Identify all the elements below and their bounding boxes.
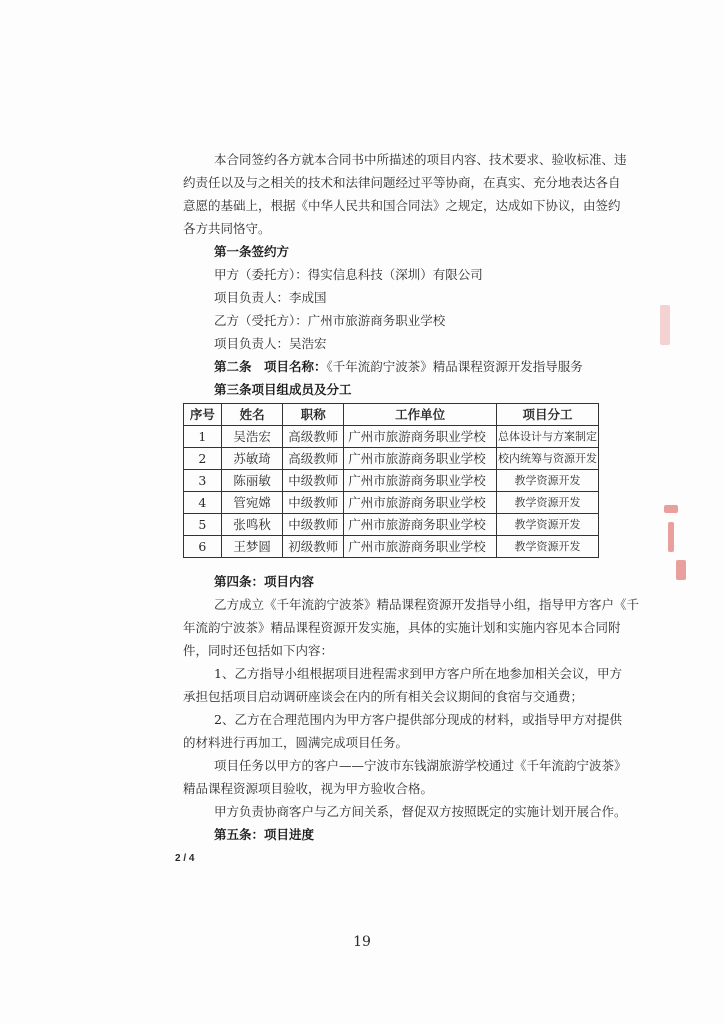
text-line: 1、乙方指导小组根据项目进程需求到甲方客户所在地参加相关会议，甲方 xyxy=(214,666,622,681)
party-b: 乙方（受托方）：广州市旅游商务职业学校 xyxy=(214,313,446,328)
row-index: 5 xyxy=(184,514,222,536)
text-line: 的材料进行再加工，圆满完成项目任务。 xyxy=(183,735,409,750)
team-table xyxy=(183,403,599,558)
project-role: 校内统筹与资源开发 xyxy=(497,448,599,470)
table-row xyxy=(184,426,599,448)
row-index: 3 xyxy=(184,470,222,492)
article3-title: 第三条项目组成员及分工 xyxy=(214,382,352,397)
text-line: 意愿的基础上，根据《中华人民共和国合同法》之规定，达成如下协议，由签约 xyxy=(183,198,621,213)
work-unit: 广州市旅游商务职业学校 xyxy=(344,514,497,536)
table-row xyxy=(184,536,599,558)
row-index: 6 xyxy=(184,536,222,558)
party-b-lead: 项目负责人：吴浩宏 xyxy=(214,336,327,351)
table-row xyxy=(184,514,599,536)
row-index: 1 xyxy=(184,426,222,448)
row-index: 4 xyxy=(184,492,222,514)
seal-mark xyxy=(660,305,670,345)
member-title: 中级教师 xyxy=(283,514,344,536)
work-unit: 广州市旅游商务职业学校 xyxy=(344,492,497,514)
row-index: 2 xyxy=(184,448,222,470)
header-cell: 职称 xyxy=(283,404,344,426)
seal-mark xyxy=(676,560,686,580)
text-line: 本合同签约各方就本合同书中所描述的项目内容、技术要求、验收标准、违 xyxy=(214,152,627,167)
text-line: 项目任务以甲方的客户——宁波市东钱湖旅游学校通过《千年流韵宁波茶》 xyxy=(214,758,627,773)
project-role: 教学资源开发 xyxy=(497,536,599,558)
article1-title: 第一条签约方 xyxy=(214,244,290,259)
article4-title: 第四条：项目内容 xyxy=(214,574,315,589)
member-title: 高级教师 xyxy=(283,448,344,470)
article2-value: 《千年流韵宁波茶》精品课程资源开发指导服务 xyxy=(326,359,583,374)
header-cell: 项目分工 xyxy=(497,404,599,426)
text-line: 2、乙方在合理范围内为甲方客户提供部分现成的材料，或指导甲方对提供 xyxy=(214,712,622,727)
text-line: 精品课程资源项目验收，视为甲方验收合格。 xyxy=(183,781,434,796)
article4 xyxy=(183,570,640,846)
header-cell: 序号 xyxy=(184,404,222,426)
party-a: 甲方（委托方）：得实信息科技（深圳）有限公司 xyxy=(214,267,483,282)
page-number: 19 xyxy=(353,934,371,950)
member-name: 王梦圆 xyxy=(221,536,283,558)
member-name: 陈丽敏 xyxy=(221,470,283,492)
member-title: 中级教师 xyxy=(283,492,344,514)
text-line: 件，同时还包括如下内容： xyxy=(183,643,334,658)
member-name: 管宛嫦 xyxy=(221,492,283,514)
member-title: 初级教师 xyxy=(283,536,344,558)
work-unit: 广州市旅游商务职业学校 xyxy=(344,448,497,470)
member-name: 吴浩宏 xyxy=(221,426,283,448)
project-role: 教学资源开发 xyxy=(497,470,599,492)
header-cell: 工作单位 xyxy=(344,404,497,426)
work-unit: 广州市旅游商务职业学校 xyxy=(344,470,497,492)
text-line: 各方共同恪守。 xyxy=(183,221,271,236)
text-line: 甲方负责协商客户与乙方间关系，督促双方按照既定的实施计划开展合作。 xyxy=(214,804,627,819)
table-row xyxy=(184,492,599,514)
work-unit: 广州市旅游商务职业学校 xyxy=(344,536,497,558)
member-name: 张鸣秋 xyxy=(221,514,283,536)
article2-label: 第二条 项目名称： xyxy=(214,359,327,374)
project-role: 总体设计与方案制定 xyxy=(497,426,599,448)
member-title: 高级教师 xyxy=(283,426,344,448)
table-header-row xyxy=(184,404,599,426)
seal-mark xyxy=(664,505,678,513)
party-a-lead: 项目负责人：李成国 xyxy=(214,290,327,305)
project-role: 教学资源开发 xyxy=(497,492,599,514)
project-role: 教学资源开发 xyxy=(497,514,599,536)
page-indicator: 2 / 4 xyxy=(175,853,195,864)
article5-title: 第五条：项目进度 xyxy=(214,827,315,842)
seal-mark xyxy=(668,522,674,552)
text-line: 承担包括项目启动调研座谈会在内的所有相关会议期间的食宿与交通费； xyxy=(183,689,584,704)
table-row xyxy=(184,470,599,492)
table-row xyxy=(184,448,599,470)
article2 xyxy=(183,355,603,378)
text-line: 年流韵宁波茶》精品课程资源开发实施，具体的实施计划和实施内容见本合同附 xyxy=(183,620,621,635)
member-title: 中级教师 xyxy=(283,470,344,492)
member-name: 苏敏琦 xyxy=(221,448,283,470)
text-line: 乙方成立《千年流韵宁波茶》精品课程资源开发指导小组，指导甲方客户《千 xyxy=(214,597,640,612)
text-line: 约责任以及与之相关的技术和法律问题经过平等协商，在真实、充分地表达各自 xyxy=(183,175,621,190)
header-cell: 姓名 xyxy=(221,404,283,426)
intro-paragraph xyxy=(183,148,627,401)
work-unit: 广州市旅游商务职业学校 xyxy=(344,426,497,448)
